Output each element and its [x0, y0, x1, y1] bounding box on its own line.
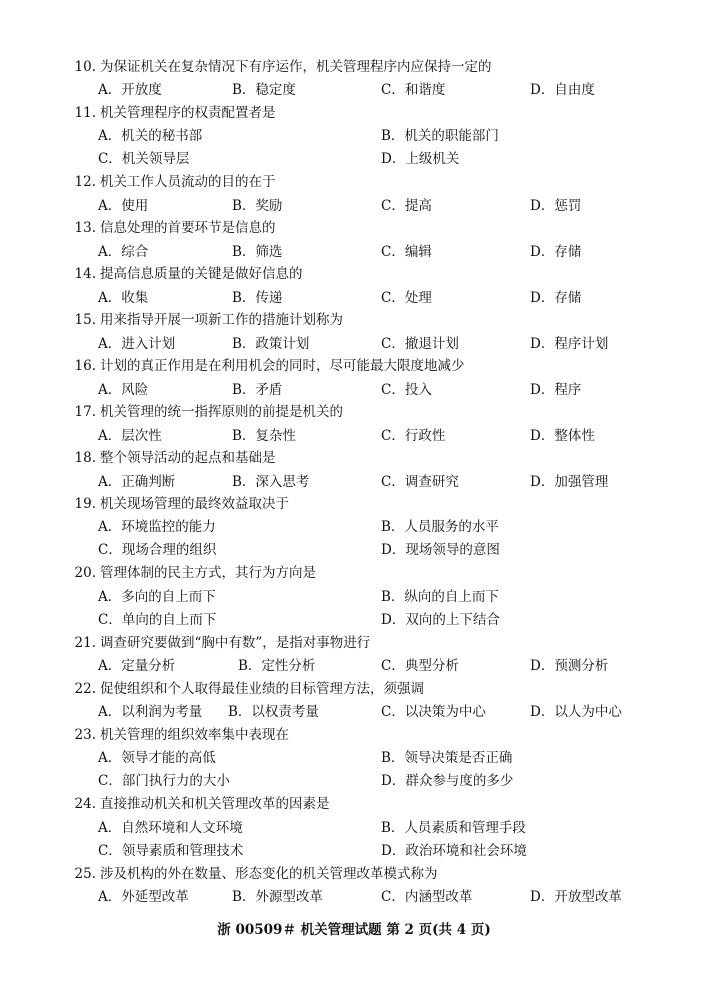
option-a: A．正确判断 [98, 474, 176, 490]
option-b: B．以权责考量 [228, 704, 319, 720]
question-stem: 调查研究要做到“胸中有数”，是指对事物进行 [100, 635, 371, 651]
question-stem: 信息处理的首要环节是信息的 [100, 220, 276, 236]
question-stem: 机关管理程序的权责配置者是 [100, 105, 276, 121]
option-c: C．领导素质和管理技术 [98, 843, 244, 859]
question-number: 18. [74, 450, 96, 466]
option-b: B．政策计划 [232, 336, 310, 352]
question-stem: 机关现场管理的最终效益取决于 [100, 496, 289, 512]
question-stem: 促使组织和个人取得最佳业绩的目标管理方法，须强调 [100, 681, 424, 697]
question-stem: 机关管理的组织效率集中表现在 [100, 727, 289, 743]
option-a: A．收集 [98, 290, 149, 306]
question-number: 23. [74, 727, 96, 743]
option-c: C．行政性 [381, 428, 446, 444]
options-row [0, 654, 708, 674]
options-row [0, 538, 708, 558]
question-25 [64, 862, 438, 882]
option-c: C．和谐度 [381, 82, 446, 98]
question-21 [64, 631, 370, 651]
option-a: A．进入计划 [98, 336, 176, 352]
option-a: A．领导才能的高低 [98, 750, 216, 766]
option-c: C．撤退计划 [381, 336, 459, 352]
option-c: C．典型分析 [381, 658, 459, 674]
option-d: D．存储 [530, 244, 582, 260]
question-stem: 管理体制的民主方式，其行为方向是 [100, 565, 316, 581]
option-b: B．领导决策是否正确 [381, 750, 513, 766]
question-20 [64, 561, 316, 581]
option-b: B．机关的职能部门 [381, 128, 499, 144]
option-d: D．存储 [530, 290, 582, 306]
question-14 [64, 262, 303, 282]
question-12 [64, 170, 276, 190]
option-a: A．使用 [98, 198, 149, 214]
option-c: C．单向的自上而下 [98, 612, 217, 628]
option-b: B．定性分析 [238, 658, 316, 674]
question-13 [64, 216, 276, 236]
question-number: 25. [74, 866, 96, 882]
option-b: B．矛盾 [232, 382, 283, 398]
option-a: A．环境监控的能力 [98, 519, 216, 535]
option-c: C．处理 [381, 290, 432, 306]
question-number: 20. [74, 565, 96, 581]
options-row [0, 839, 708, 859]
option-a: A．层次性 [98, 428, 162, 444]
question-stem: 计划的真正作用是在利用机会的同时，尽可能最大限度地减少 [100, 358, 465, 374]
option-d: D．程序计划 [530, 336, 609, 352]
option-b: B．外源型改革 [232, 889, 323, 905]
option-a: A．自然环境和人文环境 [98, 820, 243, 836]
options-row [0, 194, 708, 214]
question-number: 17. [74, 404, 96, 420]
option-d: D．政治环境和社会环境 [381, 843, 527, 859]
options-row [0, 240, 708, 260]
option-d: D．整体性 [530, 428, 595, 444]
question-18 [64, 446, 276, 466]
options-row [0, 746, 708, 766]
options-row [0, 147, 708, 167]
question-stem: 涉及机构的外在数量、形态变化的机关管理改革模式称为 [100, 866, 438, 882]
option-b: B．深入思考 [232, 474, 310, 490]
option-d: D．开放型改革 [530, 889, 622, 905]
option-c: C．提高 [381, 198, 432, 214]
question-number: 11. [74, 105, 96, 121]
option-a: A．开放度 [98, 82, 162, 98]
option-b: B．稳定度 [232, 82, 296, 98]
options-row [0, 78, 708, 98]
question-number: 19. [74, 496, 96, 512]
option-b: B．奖励 [232, 198, 283, 214]
options-row [0, 885, 708, 905]
question-10 [64, 55, 492, 75]
options-row [0, 332, 708, 352]
option-a: A．综合 [98, 244, 149, 260]
question-11 [64, 101, 276, 121]
options-row [0, 816, 708, 836]
option-c: C．部门执行力的大小 [98, 773, 230, 789]
question-stem: 机关工作人员流动的目的在于 [100, 174, 276, 190]
option-d: D．现场领导的意图 [381, 542, 500, 558]
question-24 [64, 792, 330, 812]
option-c: C．调查研究 [381, 474, 459, 490]
options-row [0, 470, 708, 490]
question-23 [64, 723, 289, 743]
options-row [0, 700, 708, 720]
question-stem: 整个领导活动的起点和基础是 [100, 450, 276, 466]
option-d: D．自由度 [530, 82, 595, 98]
options-row [0, 124, 708, 144]
question-number: 13. [74, 220, 96, 236]
option-c: C．以决策为中心 [381, 704, 486, 720]
option-d: D．加强管理 [530, 474, 609, 490]
option-c: C．内涵型改革 [381, 889, 473, 905]
option-b: B．筛选 [232, 244, 283, 260]
option-a: A．风险 [98, 382, 149, 398]
option-d: D．上级机关 [381, 151, 460, 167]
question-number: 22. [74, 681, 96, 697]
options-row [0, 585, 708, 605]
question-17 [64, 400, 343, 420]
option-b: B．复杂性 [232, 428, 296, 444]
option-d: D．惩罚 [530, 198, 582, 214]
option-b: B．纵向的自上而下 [381, 589, 499, 605]
question-19 [64, 492, 289, 512]
question-number: 12. [74, 174, 96, 190]
question-22 [64, 677, 424, 697]
question-15 [64, 308, 343, 328]
option-d: D．双向的上下结合 [381, 612, 500, 628]
question-stem: 提高信息质量的关键是做好信息的 [100, 266, 303, 282]
option-b: B．人员服务的水平 [381, 519, 499, 535]
options-row [0, 286, 708, 306]
options-row [0, 608, 708, 628]
option-a: A．机关的秘书部 [98, 128, 203, 144]
option-d: D．程序 [530, 382, 582, 398]
question-number: 15. [74, 312, 96, 328]
question-stem: 用来指导开展一项新工作的措施计划称为 [100, 312, 343, 328]
option-d: D．预测分析 [530, 658, 609, 674]
options-row [0, 769, 708, 789]
question-number: 24. [74, 796, 96, 812]
question-16 [64, 354, 465, 374]
option-a: A．外延型改革 [98, 889, 189, 905]
question-stem: 为保证机关在复杂情况下有序运作，机关管理程序内应保持一定的 [100, 59, 492, 75]
option-c: C．投入 [381, 382, 432, 398]
options-row [0, 424, 708, 444]
option-b: B．人员素质和管理手段 [381, 820, 526, 836]
option-a: A．定量分析 [98, 658, 176, 674]
option-a: A．以利润为考量 [98, 704, 203, 720]
option-c: C．机关领导层 [98, 151, 190, 167]
option-d: D．以人为中心 [530, 704, 622, 720]
option-c: C．编辑 [381, 244, 432, 260]
option-a: A．多向的自上而下 [98, 589, 216, 605]
question-number: 14. [74, 266, 96, 282]
question-stem: 机关管理的统一指挥原则的前提是机关的 [100, 404, 343, 420]
question-number: 10. [74, 59, 96, 75]
options-row [0, 378, 708, 398]
question-number: 16. [74, 358, 96, 374]
options-row [0, 515, 708, 535]
option-c: C．现场合理的组织 [98, 542, 217, 558]
option-b: B．传递 [232, 290, 283, 306]
option-d: D．群众参与度的多少 [381, 773, 514, 789]
question-stem: 直接推动机关和机关管理改革的因素是 [100, 796, 330, 812]
question-number: 21. [74, 635, 96, 651]
page-footer: 浙 00509＃ 机关管理试题 第 2 页(共 4 页) [217, 922, 491, 938]
